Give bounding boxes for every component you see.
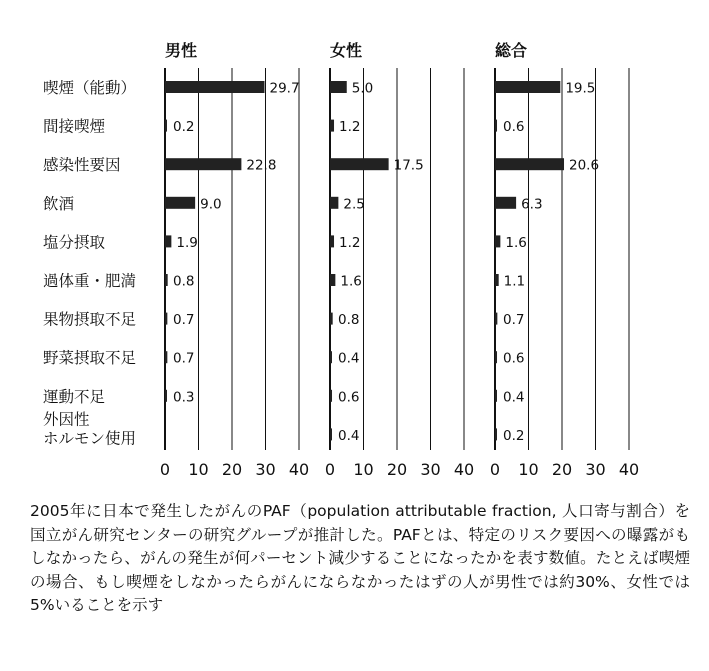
data-label: 0.3 bbox=[173, 389, 195, 406]
data-label: 2.5 bbox=[343, 196, 365, 213]
data-label: 0.7 bbox=[173, 350, 195, 367]
category-label-line: ホルモン使用 bbox=[43, 429, 137, 448]
bar bbox=[165, 313, 167, 325]
x-tick-label: 10 bbox=[353, 460, 374, 479]
bar bbox=[495, 197, 516, 209]
bar bbox=[165, 158, 241, 170]
bar bbox=[495, 81, 560, 93]
category-label bbox=[43, 79, 136, 97]
bar bbox=[330, 313, 333, 325]
x-tick-label: 20 bbox=[551, 460, 573, 479]
bar bbox=[495, 235, 500, 247]
data-label: 1.6 bbox=[340, 273, 362, 290]
data-label: 1.2 bbox=[339, 234, 361, 251]
category-label-line: 外因性 bbox=[43, 410, 90, 429]
bar bbox=[165, 274, 168, 286]
data-label: 0.2 bbox=[503, 427, 525, 444]
data-label: 1.9 bbox=[176, 234, 198, 251]
bar bbox=[495, 351, 497, 363]
category-label-line: 喫煙（能動） bbox=[43, 79, 137, 97]
data-label: 0.8 bbox=[173, 273, 195, 290]
bar bbox=[330, 235, 334, 247]
data-label: 0.4 bbox=[338, 427, 360, 444]
x-tick-label: 30 bbox=[255, 460, 276, 479]
category-label bbox=[43, 388, 105, 406]
bar bbox=[330, 81, 347, 93]
bar bbox=[495, 158, 564, 170]
bar bbox=[495, 313, 497, 325]
category-label bbox=[43, 349, 136, 367]
category-label bbox=[43, 195, 74, 213]
category-label bbox=[43, 156, 121, 174]
data-label: 0.4 bbox=[338, 350, 360, 367]
x-tick-label: 40 bbox=[453, 460, 475, 479]
data-label: 0.4 bbox=[503, 389, 525, 406]
data-label: 0.7 bbox=[503, 312, 525, 329]
category-label-line: 塩分摂取 bbox=[43, 233, 106, 252]
data-label: 0.7 bbox=[173, 312, 195, 329]
x-tick-label: 0 bbox=[159, 460, 171, 479]
x-tick-label: 0 bbox=[489, 460, 501, 479]
x-tick-label: 40 bbox=[288, 460, 310, 479]
category-label bbox=[43, 311, 136, 329]
data-label: 1.6 bbox=[505, 234, 527, 251]
bar bbox=[165, 81, 264, 93]
bar bbox=[495, 120, 497, 132]
data-label: 9.0 bbox=[200, 196, 222, 213]
data-label: 0.6 bbox=[338, 389, 360, 406]
data-label: 5.0 bbox=[351, 80, 374, 97]
data-label: 17.5 bbox=[393, 157, 424, 174]
panel-title: 総合 bbox=[495, 41, 528, 60]
bar bbox=[495, 390, 497, 402]
x-tick-label: 20 bbox=[386, 460, 408, 479]
panel-title: 男性 bbox=[165, 41, 198, 60]
x-tick-label: 0 bbox=[324, 460, 336, 479]
data-label: 1.2 bbox=[339, 119, 361, 136]
data-label: 1.1 bbox=[503, 273, 526, 290]
panel-title: 女性 bbox=[330, 41, 363, 60]
bar bbox=[330, 120, 334, 132]
data-label: 6.3 bbox=[521, 196, 543, 213]
data-label: 20.6 bbox=[569, 157, 600, 174]
category-label-line: 感染性要因 bbox=[43, 156, 121, 175]
bar bbox=[330, 197, 338, 209]
data-label: 29.7 bbox=[269, 80, 300, 97]
x-tick-label: 10 bbox=[188, 460, 209, 479]
data-label: 22.8 bbox=[246, 157, 277, 174]
category-label bbox=[43, 272, 136, 290]
category-label-line: 間接喫煙 bbox=[43, 117, 106, 136]
bar bbox=[330, 428, 332, 440]
bar bbox=[330, 274, 335, 286]
bar bbox=[165, 120, 167, 132]
bar bbox=[330, 351, 332, 363]
bar bbox=[165, 351, 167, 363]
bar bbox=[495, 428, 497, 440]
x-tick-label: 30 bbox=[420, 460, 441, 479]
data-label: 0.2 bbox=[173, 119, 195, 136]
x-tick-label: 10 bbox=[518, 460, 539, 479]
bar bbox=[330, 158, 389, 170]
data-label: 0.6 bbox=[503, 119, 525, 136]
x-tick-label: 40 bbox=[618, 460, 640, 479]
bar bbox=[495, 274, 499, 286]
category-label-line: 運動不足 bbox=[43, 387, 106, 406]
bar bbox=[165, 390, 167, 402]
data-label: 19.5 bbox=[565, 80, 596, 97]
x-tick-label: 30 bbox=[585, 460, 606, 479]
x-tick-label: 20 bbox=[221, 460, 243, 479]
category-label bbox=[43, 410, 136, 447]
bar bbox=[165, 235, 171, 247]
bar bbox=[330, 390, 332, 402]
category-label bbox=[43, 233, 106, 251]
data-label: 0.6 bbox=[503, 350, 525, 367]
category-label-line: 果物摂取不足 bbox=[43, 310, 137, 329]
data-label: 0.8 bbox=[338, 312, 360, 329]
category-label bbox=[43, 118, 105, 136]
category-label-line: 過体重・肥満 bbox=[43, 272, 137, 290]
figure-caption: 2005年に日本で発生したがんのPAF（population attributable fraction, 人口寄与割合）を国立がん研究センターの研究グループが推計した。PAFとは、特定のリスク要因への曝露がもしなかったら、がんの発生が何パーセント減少することになったかを表す数値。たとえば喫煙の場合、もし喫煙をしなかったらがんにならなかったはずの人が男性では約30%、女性では5%いることを示す bbox=[30, 502, 690, 614]
category-label-line: 飲酒 bbox=[43, 194, 75, 213]
category-label-line: 野菜摂取不足 bbox=[43, 349, 137, 368]
bar bbox=[165, 197, 195, 209]
